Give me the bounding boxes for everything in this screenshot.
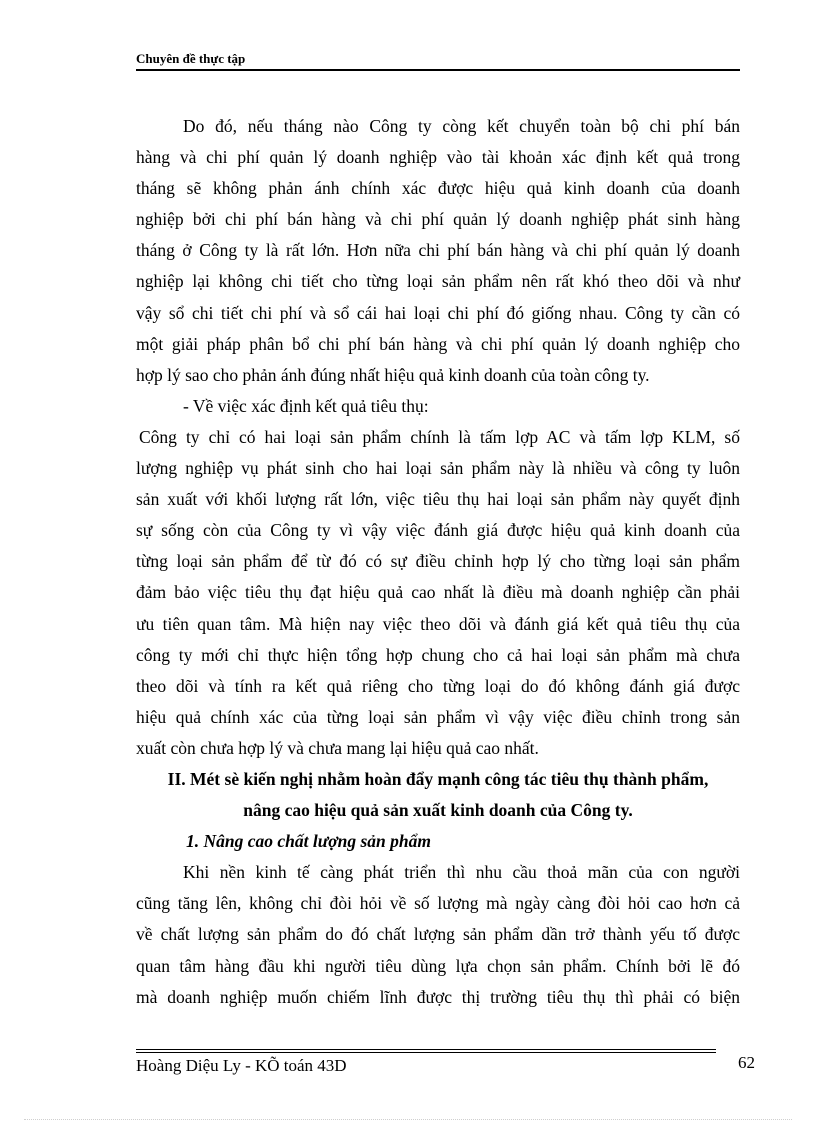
- page-edge-divider: [24, 1119, 792, 1120]
- body-line: cũng tăng lên, không chỉ đòi hỏi về số lượng mà ngày càng đòi hỏi cao hơn cả: [136, 893, 740, 914]
- page-number: 62: [738, 1053, 755, 1072]
- body-line: lượng nghiệp vụ phát sinh cho hai loại sản phẩm này là nhiều và công ty luôn: [136, 458, 740, 479]
- body-line: đảm bảo việc tiêu thụ đạt hiệu quả cao nhất là điều mà doanh nghiệp cần phải: [136, 582, 740, 603]
- footer-author: Hoàng Diệu Ly - KÕ toán 43D: [136, 1056, 347, 1075]
- body-line: - Về việc xác định kết quả tiêu thụ:: [183, 395, 429, 416]
- body-line: sản xuất với khối lượng rất lớn, việc tiêu thụ hai loại sản phẩm này quyết định: [136, 489, 740, 510]
- body-line: quan tâm hàng đầu khi người tiêu dùng lựa chọn sản phẩm. Chính bởi lẽ đó: [136, 955, 740, 976]
- body-line: mà doanh nghiệp muốn chiếm lĩnh được thị trường tiêu thụ thì phải có biện: [136, 986, 740, 1007]
- subheading: 1. Nâng cao chất lượng sản phẩm: [186, 831, 431, 852]
- body-line: Do đó, nếu tháng nào Công ty còng kết chuyển toàn bộ chi phí bán: [183, 116, 740, 136]
- footer-rule: [136, 1049, 716, 1050]
- body-line: Khi nền kinh tế càng phát triển thì nhu cầu thoả mãn của con người: [183, 862, 740, 883]
- body-line: xuất còn chưa hợp lý và chưa mang lại hiệu quả cao nhất.: [136, 737, 539, 758]
- body-line: tháng ở Công ty là rất lớn. Hơn nữa chi phí bán hàng và chi phí quản lý doanh: [136, 240, 740, 261]
- section-heading-line-1: II. Mét sè kiến nghị nhằm hoàn đẩy mạnh công tác tiêu thụ thành phẩm,: [167, 768, 709, 789]
- body-line: công ty mới chỉ thực hiện tổng hợp chung cho cả hai loại sản phẩm mà chưa: [136, 644, 740, 665]
- body-line: hiệu quả chính xác của từng loại sản phẩm vì vậy việc điều chỉnh trong sản: [136, 706, 740, 727]
- body-line: nghiệp lại không chi tiết cho từng loại sản phẩm nên rất khó theo dõi và như: [136, 271, 740, 292]
- body-line: sự sống còn của Công ty vì vậy việc đánh giá được hiệu quả kinh doanh của: [136, 520, 740, 541]
- body-line: nghiệp bởi chi phí bán hàng và chi phí quản lý doanh nghiệp phát sinh hàng: [136, 209, 740, 230]
- body-line: tháng sẽ không phản ánh chính xác được hiệu quả kinh doanh của doanh: [136, 178, 740, 199]
- body-line: ưu tiên quan tâm. Mà hiện nay việc theo dõi và đánh giá kết quả tiêu thụ của: [136, 613, 740, 634]
- body-line: hàng và chi phí quản lý doanh nghiệp vào tài khoản xác định kết quả trong: [136, 147, 740, 168]
- body-line: theo dõi và tính ra kết quả riêng cho từng loại do đó không đánh giá được: [136, 675, 740, 696]
- footer-rule: [136, 1052, 716, 1053]
- body-line: về chất lượng sản phẩm do đó chất lượng sản phẩm dần trở thành yếu tố được: [136, 924, 740, 945]
- body-line: từng loại sản phẩm để từ đó có sự điều chỉnh hợp lý cho từng loại sản phẩm: [136, 551, 740, 572]
- body-line: vậy sổ chi tiết chi phí và sổ cái hai loại chi phí đó giống nhau. Công ty cần có: [136, 302, 740, 323]
- section-heading-line-2: nâng cao hiệu quả sản xuất kinh doanh của Công ty.: [243, 800, 633, 821]
- body-line: Công ty chỉ có hai loại sản phẩm chính là tấm lợp AC và tấm lợp KLM, số: [139, 426, 740, 447]
- body-line: hợp lý sao cho phản ánh đúng nhất hiệu quả kinh doanh của toàn công ty.: [136, 364, 650, 385]
- document-body: [136, 111, 740, 1013]
- page-header: Chuyên đề thực tập: [136, 51, 740, 71]
- body-line: một giải pháp phân bổ chi phí bán hàng và chi phí quản lý doanh nghiệp cho: [136, 333, 740, 354]
